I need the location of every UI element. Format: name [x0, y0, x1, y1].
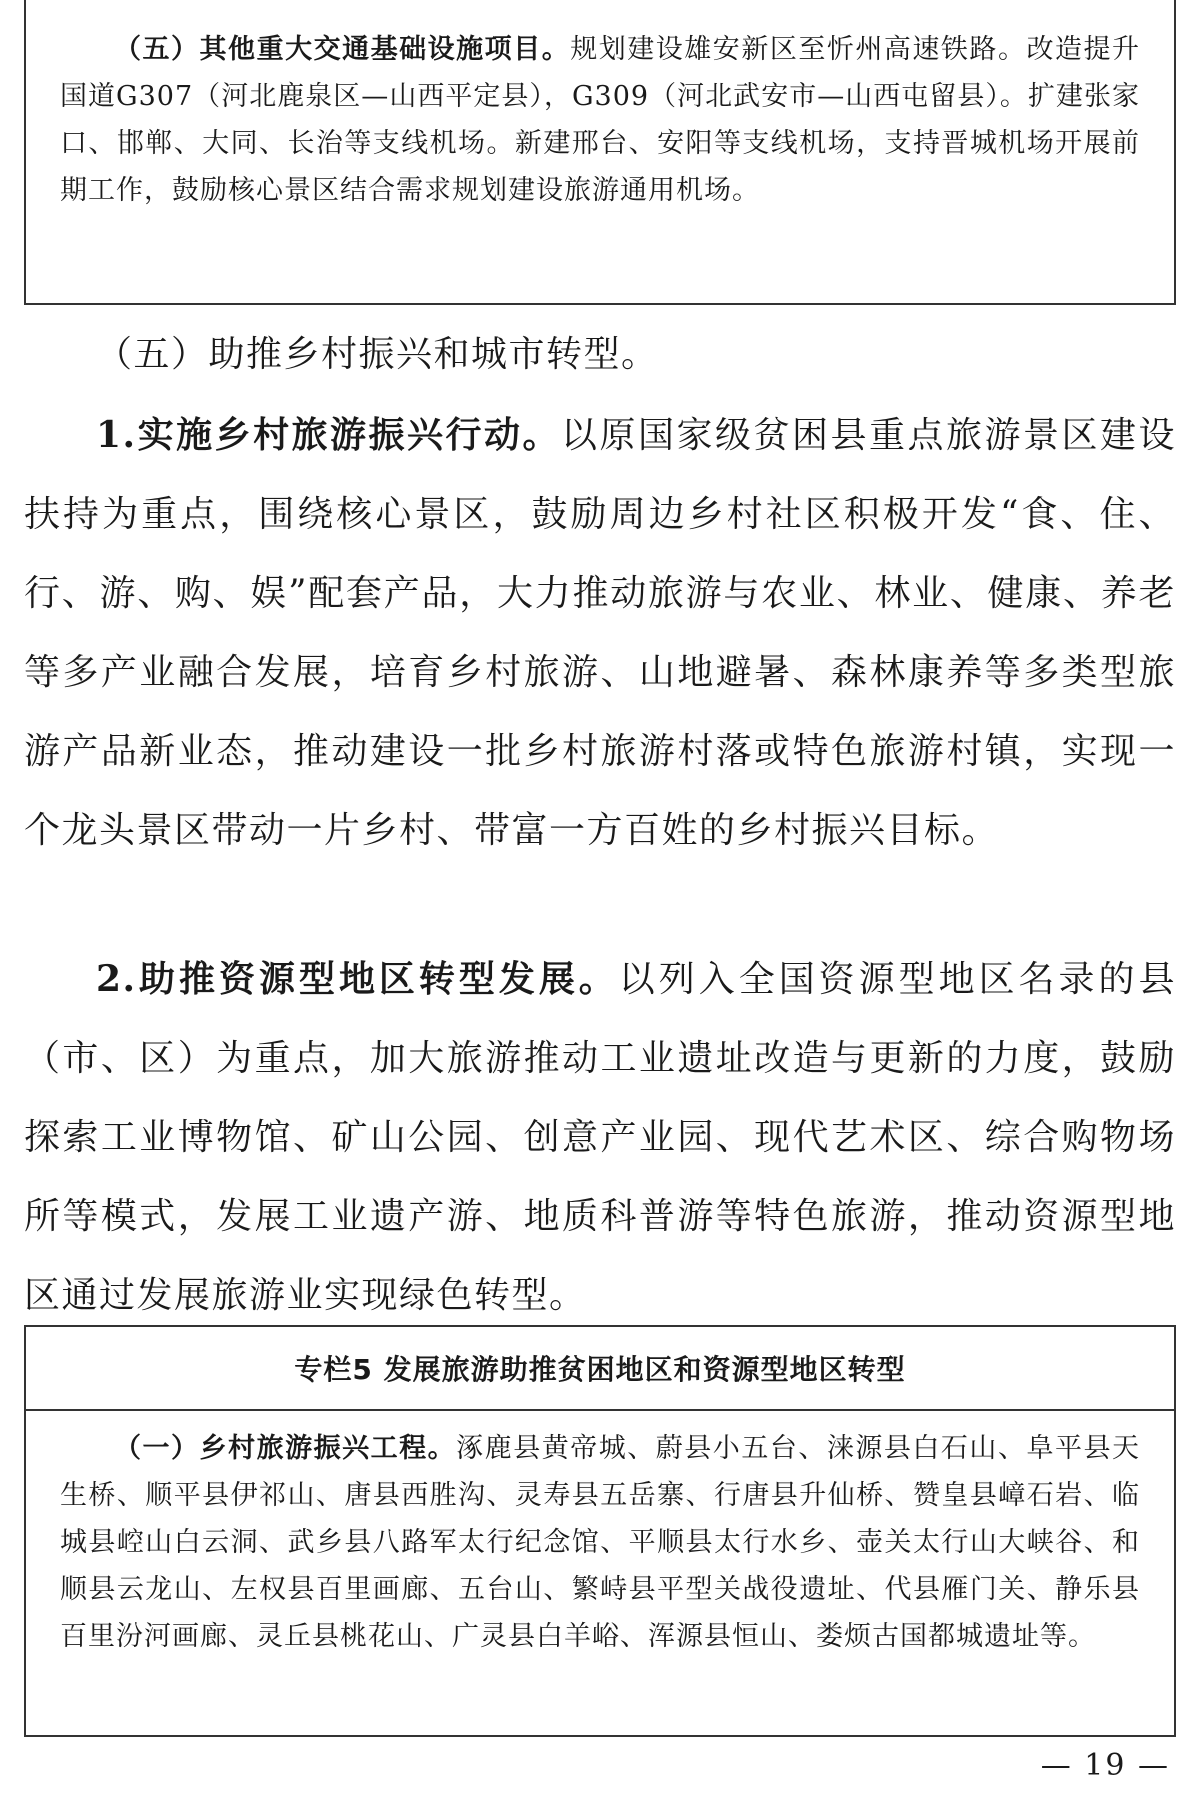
paragraph-1-text	[24, 396, 1176, 870]
paragraph-1-lead: 1.实施乡村旅游振兴行动。	[96, 414, 562, 456]
paragraph-1	[24, 396, 1176, 870]
top-column-box	[24, 0, 1176, 305]
top-column-lead: （五）其他重大交通基础设施项目。	[114, 34, 571, 65]
paragraph-1-body: 以原国家级贫困县重点旅游景区建设扶持为重点，围绕核心景区，鼓励周边乡村社区积极开发“食、住、行、游、购、娱”配套产品，大力推动旅游与农业、林业、健康、养老等多产业融合发展，培育乡村旅游、山地避暑、森林康养等多类型旅游产品新业态，推动建设一批乡村旅游村落或特色旅游村镇，实现一个龙头景区带动一片乡村、带富一方百姓的乡村振兴目标。	[24, 415, 1176, 851]
column-lead: （一）乡村旅游振兴工程。	[114, 1433, 457, 1464]
bottom-column-box	[24, 1325, 1176, 1737]
top-column-body: 规划建设雄安新区至忻州高速铁路。改造提升国道G307（河北鹿泉区—山西平定县），G309（河北武安市—山西屯留县）。扩建张家口、邯郸、大同、长治等支线机场。新建邢台、安阳等支线机场，支持晋城机场开展前期工作，鼓励核心景区结合需求规划建设旅游通用机场。	[60, 34, 1141, 206]
paragraph-2-body: 以列入全国资源型地区名录的县（市、区）为重点，加大旅游推动工业遗址改造与更新的力度，鼓励探索工业博物馆、矿山公园、创意产业园、现代艺术区、综合购物场所等模式，发展工业遗产游、地质科普游等特色旅游，推动资源型地区通过发展旅游业实现绿色转型。	[24, 959, 1176, 1316]
column-content: 涿鹿县黄帝城、蔚县小五台、涞源县白石山、阜平县天生桥、顺平县伊祁山、唐县西胜沟、灵寿县五岳寨、行唐县升仙桥、赞皇县嶂石岩、临城县崆山白云洞、武乡县八路军太行纪念馆、平顺县太行水乡、壶关太行山大峡谷、和顺县云龙山、左权县百里画廊、五台山、繁峙县平型关战役遗址、代县雁门关、静乐县百里汾河画廊、灵丘县桃花山、广灵县白羊峪、浑源县恒山、娄烦古国都城遗址等。	[60, 1433, 1140, 1652]
column-title: 专栏5 发展旅游助推贫困地区和资源型地区转型	[26, 1327, 1174, 1411]
column-text	[60, 1425, 1140, 1660]
section-heading: （五）助推乡村振兴和城市转型。	[96, 334, 659, 375]
paragraph-2-lead: 2.助推资源型地区转型发展。	[96, 958, 619, 1000]
column-body	[26, 1411, 1174, 1660]
paragraph-2-text	[24, 940, 1176, 1335]
section-heading-block	[24, 320, 1176, 390]
paragraph-2	[24, 940, 1176, 1335]
page-number: — 19 —	[1040, 1748, 1170, 1783]
top-column-text	[60, 26, 1140, 214]
